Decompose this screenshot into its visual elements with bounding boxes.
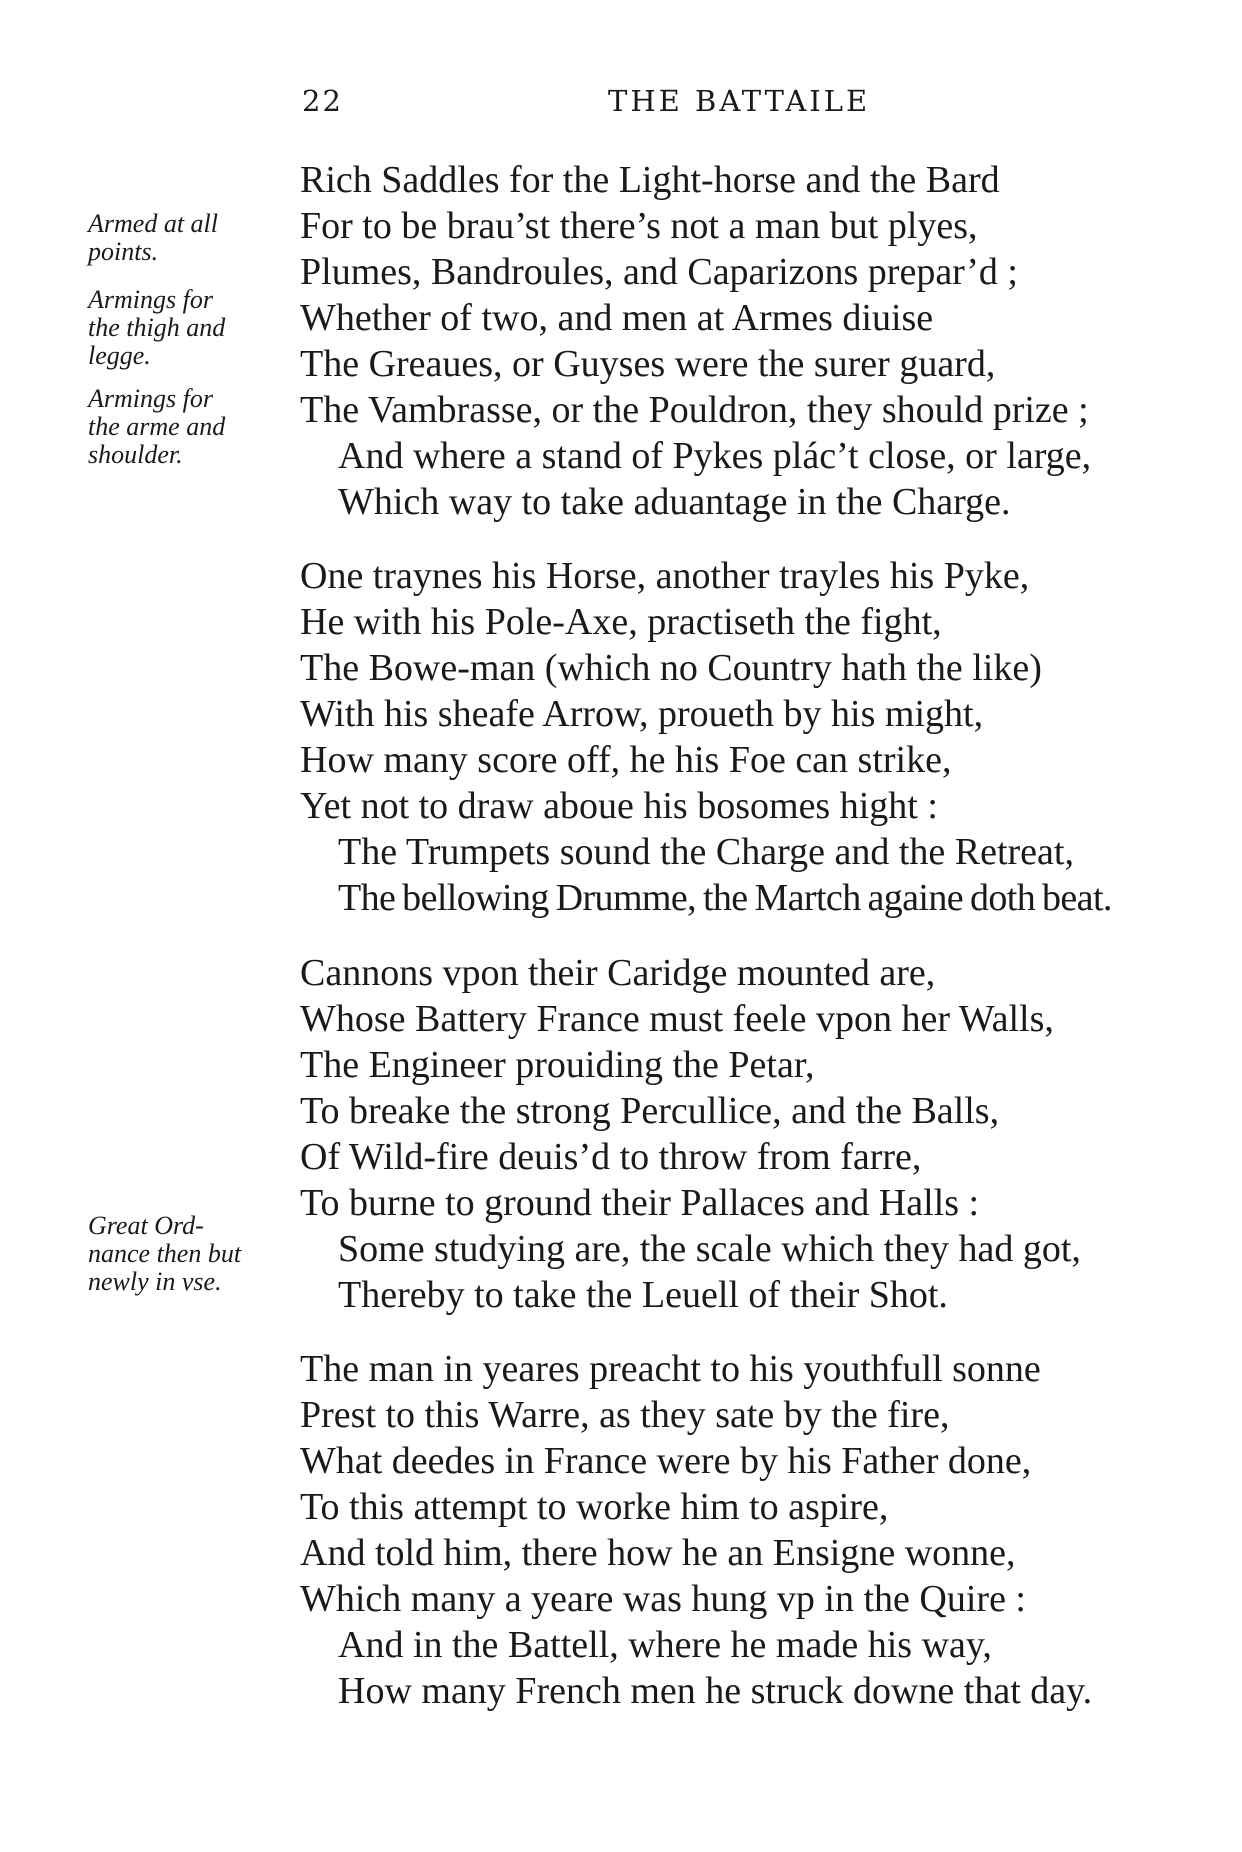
- verse-line: The Vambrasse, or the Pouldron, they should prize ;: [300, 389, 1089, 431]
- margin-note-line: the thigh and: [88, 313, 226, 342]
- verse-line: And in the Battell, where he made his way,: [338, 1624, 992, 1666]
- verse-line: One traynes his Horse, another trayles his Pyke,: [300, 555, 1030, 597]
- margin-note-line: shoulder.: [88, 440, 183, 469]
- verse-line: Yet not to draw aboue his bosomes hight :: [300, 785, 938, 827]
- verse-line: And told him, there how he an Ensigne wonne,: [300, 1532, 1016, 1574]
- verse-line: The bellowing Drumme, the Martch againe doth beat.: [338, 877, 1112, 919]
- verse-line: To burne to ground their Pallaces and Halls :: [300, 1182, 980, 1224]
- verse-line: Whose Battery France must feele vpon her Walls,: [300, 998, 1054, 1040]
- margin-note-line: the arme and: [88, 412, 226, 441]
- verse-line: Rich Saddles for the Light-horse and the Bard: [300, 159, 1000, 201]
- verse-line: The Trumpets sound the Charge and the Retreat,: [338, 831, 1074, 873]
- verse-line: Prest to this Warre, as they sate by the fire,: [300, 1394, 950, 1436]
- verse-line: Which many a yeare was hung vp in the Quire :: [300, 1578, 1026, 1620]
- verse-line: And where a stand of Pykes plác’t close, or large,: [338, 435, 1092, 477]
- verse-line: Of Wild-fire deuis’d to throw from farre,: [300, 1136, 922, 1178]
- verse-line: With his sheafe Arrow, proueth by his might,: [300, 693, 984, 735]
- verse-line: Thereby to take the Leuell of their Shot.: [338, 1274, 948, 1316]
- verse-line: To breake the strong Percullice, and the Balls,: [300, 1090, 1000, 1132]
- verse-line: What deedes in France were by his Father done,: [300, 1440, 1032, 1482]
- verse-line: He with his Pole-Axe, practiseth the fight,: [300, 601, 942, 643]
- verse-line: To this attempt to worke him to aspire,: [300, 1486, 889, 1528]
- margin-note-line: points.: [88, 237, 159, 266]
- margin-note-line: legge.: [88, 341, 151, 370]
- verse-line: The Bowe-man (which no Country hath the like): [300, 647, 1042, 689]
- margin-note-line: Great Ord-: [88, 1211, 204, 1240]
- verse-line: The Engineer prouiding the Petar,: [300, 1044, 815, 1086]
- verse-line: How many French men he struck downe that day.: [338, 1670, 1093, 1712]
- margin-note-line: Armings for: [88, 384, 213, 413]
- verse-line: Plumes, Bandroules, and Caparizons prepar’d ;: [300, 251, 1018, 293]
- verse-line: For to be brau’st there’s not a man but plyes,: [300, 205, 978, 247]
- verse-line: How many score off, he his Foe can strike,: [300, 739, 952, 781]
- margin-note-line: Armed at all: [88, 209, 218, 238]
- running-title: THE BATTAILE: [608, 84, 871, 118]
- verse-line: The Greaues, or Guyses were the surer guard,: [300, 343, 996, 385]
- margin-note-line: nance then but: [88, 1239, 242, 1268]
- verse-line: Whether of two, and men at Armes diuise: [300, 297, 934, 339]
- verse-line: Some studying are, the scale which they had got,: [338, 1228, 1081, 1270]
- margin-note-line: newly in vse.: [88, 1267, 222, 1296]
- verse-line: Which way to take aduantage in the Charge.: [338, 481, 1011, 523]
- verse-line: The man in yeares preacht to his youthfull sonne: [300, 1348, 1041, 1390]
- margin-note-line: Armings for: [88, 285, 213, 314]
- page-number: 22: [302, 84, 343, 118]
- running-header: [0, 84, 1242, 124]
- verse-line: Cannons vpon their Caridge mounted are,: [300, 952, 936, 994]
